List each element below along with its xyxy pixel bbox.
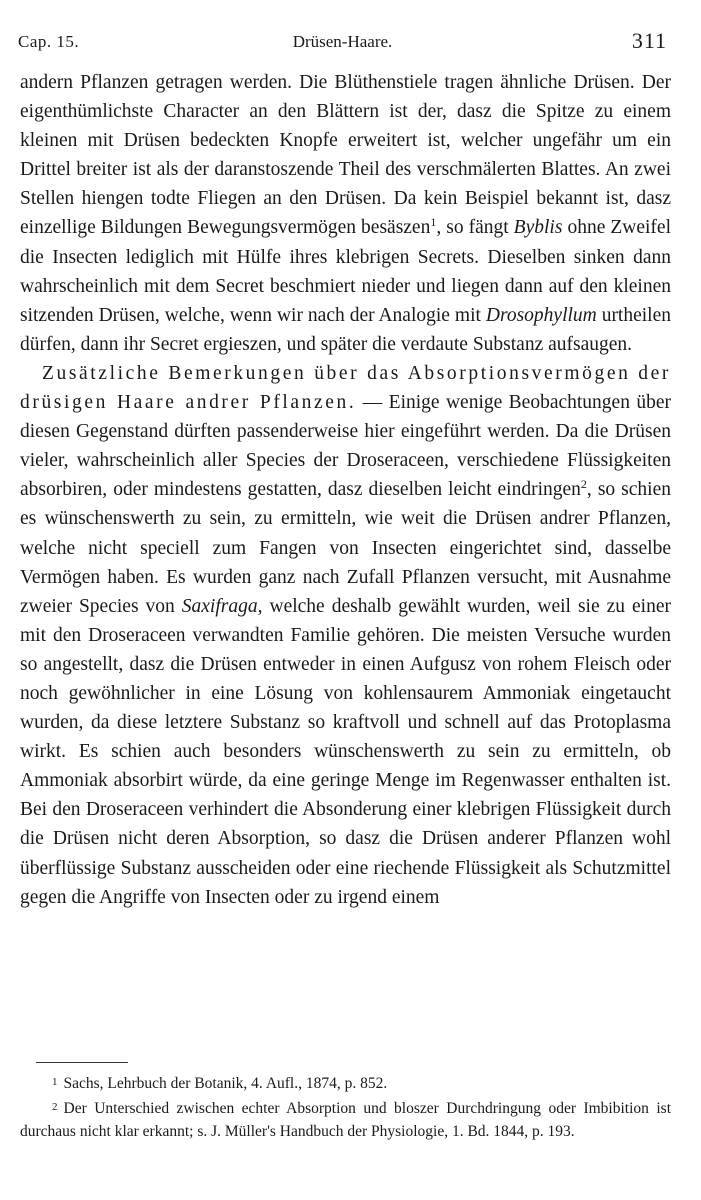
genus-byblis: Byblis [513, 217, 563, 239]
footnote-1-text: Sachs, Lehrbuch der Botanik, 4. Aufl., 1874, p. 852. [63, 1075, 388, 1092]
paragraph-1 [20, 68, 671, 359]
footnote-divider [36, 1062, 128, 1063]
running-title: Drüsen-Haare. [292, 32, 393, 51]
footnote-2-text: Der Unterschied zwischen echter Absorption und bloszer Durchdringung oder Imbibition ist durchaus nicht klar erkannt; s. J. Müller's Handbuch der Physiologie, 1. Bd. 1844, p. 193. [20, 1099, 671, 1140]
paragraph-1-text-c: ohne Zweifel die Insecten lediglich mit Hülfe ihres klebrigen Secrets. Dieselben sinken dann wahrscheinlich mit dem Secret beschmiert nieder und liegen dann auf den kleinen sitzenden Drüsen, welche, wenn wir nach der Analogie mit [20, 217, 671, 326]
page-number: 311 [631, 28, 667, 53]
paragraph-2-text-b: , so schien es wünschenswerth zu sein, zu ermitteln, wie weit die Drüsen andrer Pflanzen, welche nicht speciell zum Fangen von Insecten eingerichtet sind, dasselbe Vermögen haben. Es wurden ganz nach Zufall Pflanzen versucht, mit Ausnahme zweier Species von [20, 479, 672, 617]
paragraph-1-text-b: , so fängt [436, 217, 514, 239]
genus-drosophyllum: Drosophyllum [485, 304, 597, 326]
paragraph-2-text-c: welche deshalb gewählt wurden, weil sie zu einer mit den Droseraceen verwandten Familie gehören. Die meisten Versuche wurden so angestellt, dasz die Drüsen entweder in einen Aufgusz von rohem Fleisch oder noch gewöhnlicher in eine Lösung von kohlensaurem Ammoniak eingetaucht wurden, da diese letztere Substanz so kraftvoll und schnell auf das Protoplasma wirkt. Es schien auch besonders wünschenswerth zu sein zu ermitteln, ob Ammoniak absorbirt würde, da eine geringe Menge im Regenwasser enthalten ist. Bei den Droseraceen verhindert die Absonderung einer klebrigen Flüssigkeit durch die Drüsen nicht deren Absorption, so dasz die Drüsen anderer Pflanzen wohl überflüssige Substanz ausscheiden oder eine riechende Flüssigkeit als Schutzmittel gegen die Angriffe von Insecten oder zu irgend einem [20, 595, 671, 908]
footnotes [20, 1071, 671, 1143]
footnote-ref-1: 1 [430, 215, 437, 230]
paragraph-2 [20, 359, 671, 912]
running-header [18, 28, 667, 56]
genus-saxifraga: Saxifraga, [181, 595, 263, 617]
paragraph-2-text-a: — Einige wenige Beobachtungen über diesen Gegenstand dürften passenderweise hier eingeführt werden. Da die Drüsen vieler, wahrscheinlich aller Species der Droseraceen, verschiedene Flüssigkeiten absorbiren, oder mindestens gestatten, dasz dieselben leicht eindringen [20, 392, 671, 501]
footnote-1-number: 1 [52, 1076, 58, 1088]
footnote-2 [20, 1096, 671, 1144]
footnote-ref-2: 2 [580, 477, 587, 492]
chapter-label: Cap. 15. [18, 32, 80, 51]
footnote-1 [20, 1071, 671, 1096]
section-heading: Zusätzliche Bemerkungen über das Absorptionsvermögen der drüsigen Haare andrer Pflanzen. [20, 362, 671, 414]
footnote-2-number: 2 [52, 1100, 58, 1113]
main-text [20, 68, 671, 912]
paragraph-1-text-d: urtheilen dürfen, dann ihr Secret ergieszen, und später die verdaute Substanz aufsaugen. [20, 304, 671, 355]
paragraph-1-text-a: andern Pflanzen getragen werden. Die Blüthenstiele tragen ähnliche Drüsen. Der eigenthümlichste Character an den Blättern ist der, dasz die Spitze zu einem kleinen mit Drüsen bedeckten Knopfe erweitert ist, welcher ungefähr um ein Drittel breiter ist als der daranstoszende Theil des verschmälerten Blattes. An zwei Stellen hiengen todte Fliegen an den Drüsen. Da kein Beispiel bekannt ist, dasz einzellige Bildungen Bewegungsvermögen besäszen [20, 72, 671, 239]
